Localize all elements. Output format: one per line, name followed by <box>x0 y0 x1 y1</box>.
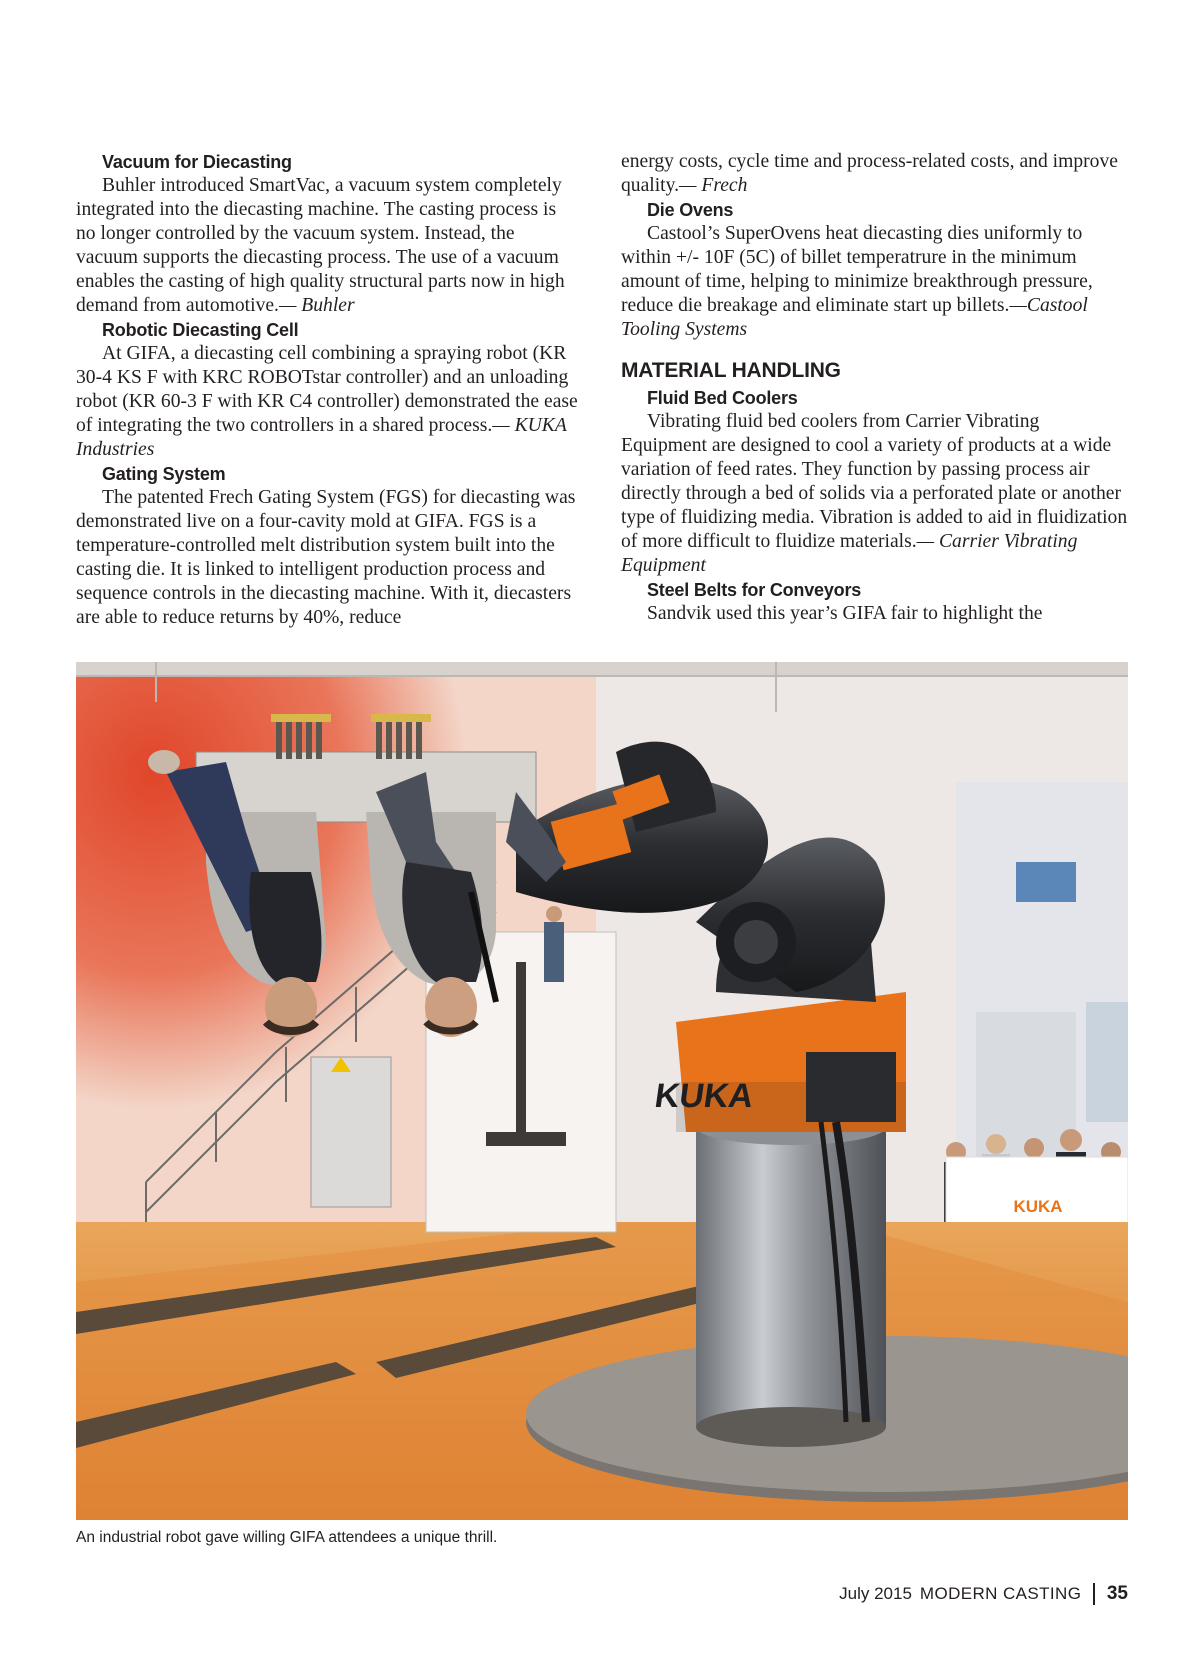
banner-kuka-text: KUKA <box>1013 1197 1063 1216</box>
credit-carrier: — Carrier Vibrating Equipment <box>621 531 1078 576</box>
heading-robotic-diecasting-cell: Robotic Diecasting Cell <box>102 320 299 340</box>
paragraph-robotic-body: At GIFA, a diecasting cell combining a spraying robot (KR 30-4 KS F with KRC ROBOTstar controller) and an unloading robot (KR 60-3 F with KR C4 controller) demonstrated the ease of integrating the two controllers in a shared process. <box>76 343 578 436</box>
right-column <box>621 150 1128 626</box>
section-title-material-handling: MATERIAL HANDLING <box>621 359 841 382</box>
heading-fluid-bed-coolers: Fluid Bed Coolers <box>647 388 798 408</box>
left-column <box>76 150 578 630</box>
credit-buhler: — Buhler <box>278 295 355 316</box>
page-footer <box>839 1583 1128 1605</box>
paragraph-gating-continued <box>621 150 1128 198</box>
heading-die-ovens: Die Ovens <box>647 200 734 220</box>
heading-vacuum-for-diecasting: Vacuum for Diecasting <box>102 152 292 172</box>
paragraph-die-ovens-body: Castool’s SuperOvens heat diecasting dies uniformly to within +/- 10F (5C) of billet temperatrure in the minimum amount of time, helping to minimize breakthrough pressure, reduce die breakage and eliminate start up billets. <box>621 223 1093 316</box>
paragraph-gating: The patented Frech Gating System (FGS) for diecasting was demonstrated live on a four-cavity mold at GIFA. FGS is a temperature-controlled melt distribution system built into the casting die. It is linked to intelligent production process and sequence controls in the diecasting machine. With it, diecasters are able to reduce returns by 40%, reduce <box>76 487 576 628</box>
heading-gating-system: Gating System <box>102 464 226 484</box>
paragraph-die-ovens <box>621 222 1128 342</box>
photo-caption: An industrial robot gave willing GIFA attendees a unique thrill. <box>76 1529 498 1546</box>
robot-photo <box>76 662 1128 1520</box>
robot-kuka-text: KUKA <box>652 1077 756 1115</box>
paragraph-robotic <box>76 342 578 462</box>
paragraph-vacuum <box>76 174 578 318</box>
credit-kuka: — KUKA Industries <box>76 415 567 460</box>
paragraph-vacuum-body: Buhler introduced SmartVac, a vacuum system completely integrated into the diecasting machine. The casting process is no longer controlled by the vacuum system. Instead, the vacuum supports the diecasting process. The use of a vacuum enables the casting of high quality structural parts now in high demand from automotive. <box>76 175 565 316</box>
paragraph-steel-belts: Sandvik used this year’s GIFA fair to highlight the <box>647 603 1043 624</box>
page-number: 35 <box>1106 1583 1128 1604</box>
credit-castool: —Castool Tooling Systems <box>621 295 1088 340</box>
paragraph-fluid-bed-body: Vibrating fluid bed coolers from Carrier Vibrating Equipment are designed to cool a variety of products at a wide variation of feed rates. They function by passing process air directly through a bed of solids via a perforated plate or another type of fluidizing media. Vibration is added to aid in fluidization of more difficult to fluidize materials. <box>621 411 1128 552</box>
paragraph-gating-continued-body: energy costs, cycle time and process-related costs, and improve quality. <box>621 151 1118 196</box>
footer-divider <box>1093 1583 1095 1605</box>
footer-date: July 2015 <box>839 1584 912 1603</box>
heading-steel-belts: Steel Belts for Conveyors <box>647 580 862 600</box>
robot-photo-illustration <box>76 662 1128 1520</box>
footer-magazine-name: MODERN CASTING <box>919 1584 1082 1603</box>
credit-frech: — Frech <box>679 175 748 196</box>
paragraph-fluid-bed <box>621 410 1128 578</box>
